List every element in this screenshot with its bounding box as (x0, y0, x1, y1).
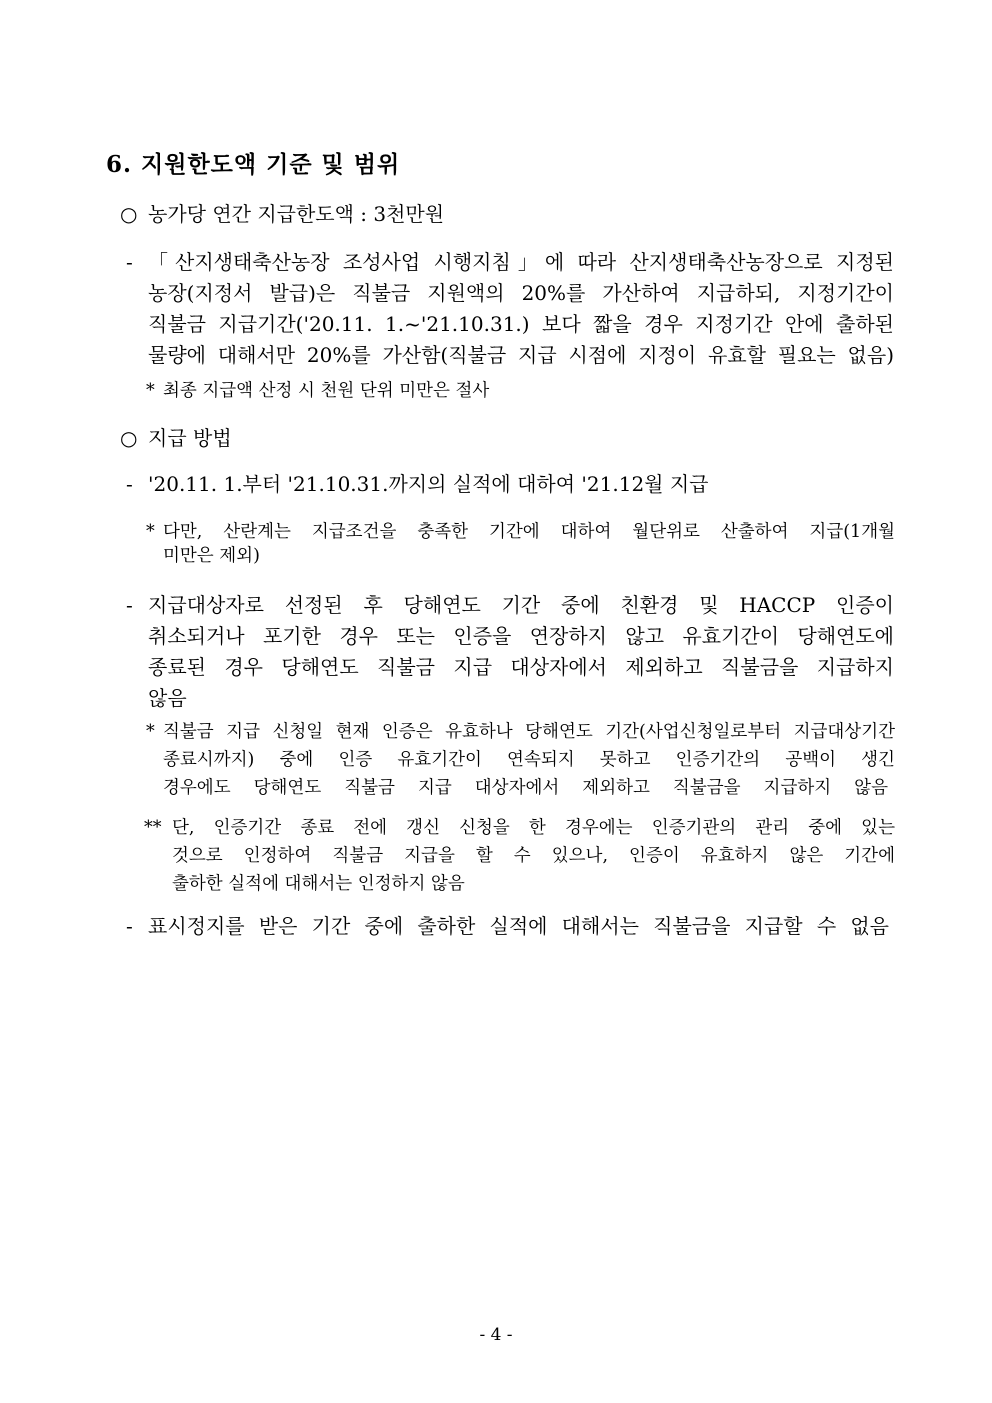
asterisk-marker: * (146, 522, 155, 542)
paragraph-line: 농장(지정서 발급)은 직불금 지원액의 20%를 가산하여 지급하되, 지정기간이 (148, 281, 894, 305)
circle-bullet-icon: ○ (120, 202, 138, 226)
dash-marker: - (126, 472, 133, 496)
paragraph-line: '20.11. 1.부터 '21.10.31.까지의 실적에 대하여 '21.12월 지급 (148, 472, 709, 496)
dash-marker: - (126, 593, 133, 617)
paragraph-line: 직불금 지급기간('20.11. 1.~'21.10.31.) 보다 짧을 경우 지정기간 안에 출하된 (148, 312, 894, 336)
note-line: 미만은 제외) (163, 546, 260, 566)
paragraph-line: 지급대상자로 선정된 후 당해연도 기간 중에 친환경 및 HACCP 인증이 (148, 593, 894, 617)
paragraph-line: 물량에 대해서만 20%를 가산함(직불금 지급 시점에 지정이 유효할 필요는 없음) (148, 343, 894, 367)
paragraph-line: 종료된 경우 당해연도 직불금 지급 대상자에서 제외하고 직불금을 지급하지 (148, 655, 894, 679)
paragraph-line: 표시정지를 받은 기간 중에 출하한 실적에 대해서는 직불금을 지급할 수 없음 (148, 914, 889, 938)
note-line: 것으로 인정하여 직불금 지급을 할 수 있으나, 인증이 유효하지 않은 기간에 (172, 846, 895, 866)
page-number: - 4 - (479, 1325, 513, 1345)
asterisk-marker: * (146, 722, 155, 742)
note-text: 최종 지급액 산정 시 천원 단위 미만은 절사 (163, 381, 490, 401)
double-asterisk-marker: ** (144, 818, 162, 838)
asterisk-marker: * (146, 381, 155, 401)
note-line: 다만, 산란계는 지급조건을 충족한 기간에 대하여 월단위로 산출하여 지급(1개월 (163, 522, 895, 542)
note-line: 직불금 지급 신청일 현재 인증은 유효하나 당해연도 기간(사업신청일로부터 지급대상기간 (163, 722, 895, 742)
paragraph-line: 않음 (148, 686, 187, 710)
note-line: 종료시까지) 중에 인증 유효기간이 연속되지 못하고 인증기간의 공백이 생긴 (163, 750, 895, 770)
note-line: 경우에도 당해연도 직불금 지급 대상자에서 제외하고 직불금을 지급하지 않음 (163, 778, 888, 798)
paragraph-line: 취소되거나 포기한 경우 또는 인증을 연장하지 않고 유효기간이 당해연도에 (148, 624, 894, 648)
item-payment-method: 지급 방법 (148, 426, 232, 450)
note-line: 출하한 실적에 대해서는 인정하지 않음 (172, 874, 465, 894)
section-heading: 6. 지원한도액 기준 및 범위 (106, 151, 401, 178)
circle-bullet-icon: ○ (120, 426, 138, 450)
note-line: 단, 인증기간 종료 전에 갱신 신청을 한 경우에는 인증기관의 관리 중에 있는 (172, 818, 895, 838)
dash-marker: - (126, 914, 133, 938)
dash-marker: - (126, 250, 133, 274)
paragraph-line: 「산지생태축산농장 조성사업 시행지침」에 따라 산지생태축산농장으로 지정된 (148, 250, 894, 274)
item-limit-amount: 농가당 연간 지급한도액 : 3천만원 (148, 202, 445, 226)
